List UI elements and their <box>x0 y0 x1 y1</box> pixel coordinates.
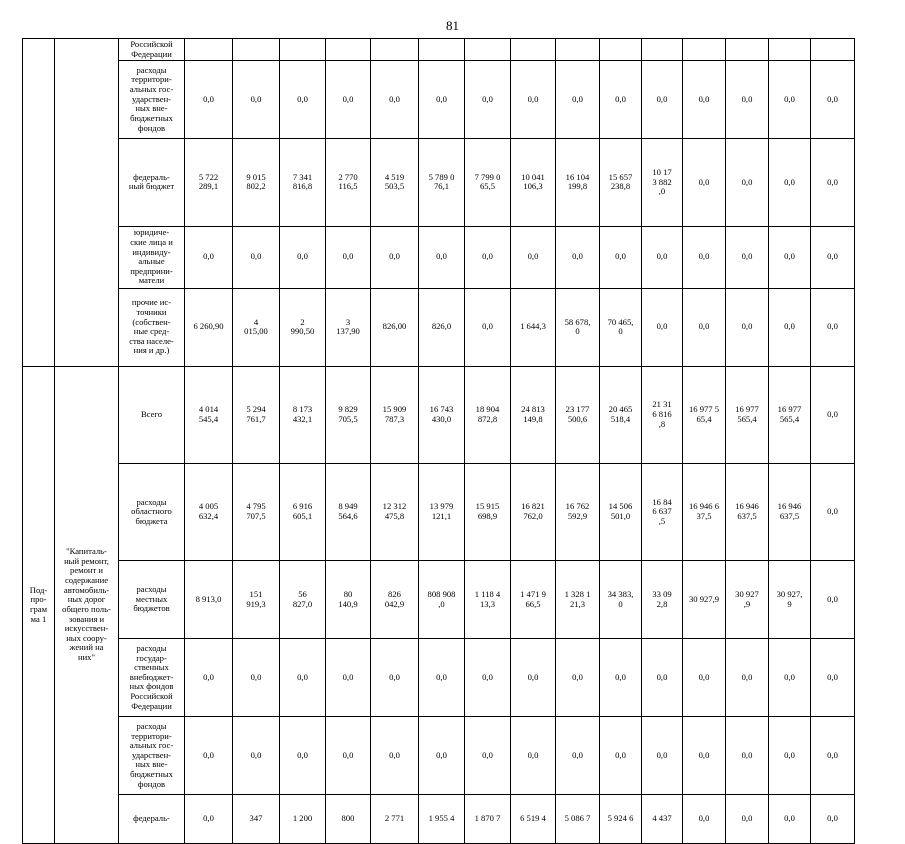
value-cell: 1 118 4 13,3 <box>465 561 511 639</box>
value-cell: 0,0 <box>683 288 726 366</box>
value-cell: 0,0 <box>326 226 371 288</box>
value-cell: 0,0 <box>642 288 683 366</box>
value-cell: 0,0 <box>511 226 556 288</box>
value-cell: 34 383, 0 <box>600 561 642 639</box>
prev-program-title-cell <box>55 39 119 367</box>
value-cell: 24 813 149,8 <box>511 366 556 463</box>
value-cell: 0,0 <box>185 717 233 795</box>
value-cell: 0,0 <box>185 795 233 844</box>
table-row <box>23 139 855 227</box>
value-cell <box>185 39 233 61</box>
value-cell: 0,0 <box>280 639 326 717</box>
value-cell <box>371 39 419 61</box>
value-cell: 0,0 <box>683 717 726 795</box>
value-cell: 800 <box>326 795 371 844</box>
value-cell: 0,0 <box>556 717 600 795</box>
value-cell: 5 294 761,7 <box>233 366 280 463</box>
value-cell <box>233 39 280 61</box>
value-cell: 8 173 432,1 <box>280 366 326 463</box>
value-cell: 8 913,0 <box>185 561 233 639</box>
value-cell: 5 086 7 <box>556 795 600 844</box>
value-cell <box>326 39 371 61</box>
prev-program-cell <box>23 39 55 367</box>
value-cell: 0,0 <box>726 717 769 795</box>
value-cell: 4 795 707,5 <box>233 463 280 560</box>
funding-source-cell: расходы областного бюджета <box>119 463 185 560</box>
value-cell <box>419 39 465 61</box>
value-cell: 58 678, 0 <box>556 288 600 366</box>
value-cell: 0,0 <box>465 288 511 366</box>
value-cell: 0,0 <box>642 226 683 288</box>
table-row <box>23 288 855 366</box>
table-row <box>23 795 855 844</box>
value-cell: 0,0 <box>600 61 642 139</box>
value-cell: 0,0 <box>811 463 855 560</box>
value-cell: 0,0 <box>185 226 233 288</box>
value-cell: 0,0 <box>280 61 326 139</box>
value-cell: 16 977 565,4 <box>769 366 811 463</box>
value-cell: 70 465, 0 <box>600 288 642 366</box>
value-cell: 826,00 <box>371 288 419 366</box>
value-cell: 30 927, 9 <box>769 561 811 639</box>
value-cell: 6 260,90 <box>185 288 233 366</box>
value-cell: 0,0 <box>419 717 465 795</box>
value-cell: 16 977 5 65,4 <box>683 366 726 463</box>
value-cell: 0,0 <box>326 717 371 795</box>
value-cell: 0,0 <box>811 639 855 717</box>
value-cell: 6 916 605,1 <box>280 463 326 560</box>
value-cell: 16 946 6 37,5 <box>683 463 726 560</box>
value-cell: 0,0 <box>511 61 556 139</box>
value-cell: 2 771 <box>371 795 419 844</box>
value-cell: 3 137,90 <box>326 288 371 366</box>
value-cell: 0,0 <box>371 226 419 288</box>
value-cell: 23 177 500,6 <box>556 366 600 463</box>
value-cell: 0,0 <box>683 795 726 844</box>
value-cell: 0,0 <box>769 139 811 227</box>
value-cell: 9 015 802,2 <box>233 139 280 227</box>
value-cell: 0,0 <box>465 226 511 288</box>
value-cell: 0,0 <box>371 639 419 717</box>
value-cell: 0,0 <box>726 139 769 227</box>
value-cell: 13 979 121,1 <box>419 463 465 560</box>
table-row <box>23 463 855 560</box>
value-cell: 0,0 <box>556 226 600 288</box>
value-cell: 2 770 116,5 <box>326 139 371 227</box>
value-cell: 0,0 <box>233 639 280 717</box>
value-cell: 0,0 <box>769 639 811 717</box>
value-cell <box>811 39 855 61</box>
value-cell: 0,0 <box>642 639 683 717</box>
value-cell: 0,0 <box>811 226 855 288</box>
value-cell: 0,0 <box>233 226 280 288</box>
value-cell: 0,0 <box>811 139 855 227</box>
value-cell: 10 17 3 882 ,0 <box>642 139 683 227</box>
value-cell: 0,0 <box>280 717 326 795</box>
value-cell: 0,0 <box>683 139 726 227</box>
value-cell: 0,0 <box>811 561 855 639</box>
value-cell: 0,0 <box>556 61 600 139</box>
value-cell: 0,0 <box>811 795 855 844</box>
value-cell: 15 657 238,8 <box>600 139 642 227</box>
value-cell: 4 437 <box>642 795 683 844</box>
value-cell: 16 946 637,5 <box>726 463 769 560</box>
value-cell: 0,0 <box>280 226 326 288</box>
value-cell: 18 904 872,8 <box>465 366 511 463</box>
value-cell: 0,0 <box>371 61 419 139</box>
value-cell: 0,0 <box>600 226 642 288</box>
value-cell <box>280 39 326 61</box>
value-cell: 12 312 475,8 <box>371 463 419 560</box>
value-cell: 0,0 <box>465 639 511 717</box>
table-row <box>23 226 855 288</box>
funding-source-cell: федераль- <box>119 795 185 844</box>
value-cell: 9 829 705,5 <box>326 366 371 463</box>
value-cell: 0,0 <box>683 226 726 288</box>
value-cell: 0,0 <box>769 226 811 288</box>
value-cell: 15 909 787,3 <box>371 366 419 463</box>
value-cell: 0,0 <box>811 61 855 139</box>
value-cell: 56 827,0 <box>280 561 326 639</box>
value-cell: 0,0 <box>811 288 855 366</box>
value-cell: 30 927,9 <box>683 561 726 639</box>
value-cell: 16 743 430,0 <box>419 366 465 463</box>
value-cell: 0,0 <box>511 717 556 795</box>
value-cell: 0,0 <box>419 226 465 288</box>
value-cell <box>642 39 683 61</box>
value-cell <box>769 39 811 61</box>
value-cell: 0,0 <box>511 639 556 717</box>
value-cell: 4 015,00 <box>233 288 280 366</box>
value-cell: 0,0 <box>726 226 769 288</box>
table-row <box>23 61 855 139</box>
value-cell: 15 915 698,9 <box>465 463 511 560</box>
value-cell: 30 927 ,9 <box>726 561 769 639</box>
value-cell: 0,0 <box>811 717 855 795</box>
value-cell: 20 465 518,4 <box>600 366 642 463</box>
value-cell: 5 924 6 <box>600 795 642 844</box>
value-cell: 347 <box>233 795 280 844</box>
value-cell: 0,0 <box>642 61 683 139</box>
value-cell: 826 042,9 <box>371 561 419 639</box>
value-cell: 0,0 <box>769 288 811 366</box>
value-cell: 4 005 632,4 <box>185 463 233 560</box>
page-number: 81 <box>446 18 459 33</box>
value-cell: 16 762 592,9 <box>556 463 600 560</box>
value-cell: 0,0 <box>233 717 280 795</box>
value-cell: 0,0 <box>683 61 726 139</box>
value-cell: 5 789 0 76,1 <box>419 139 465 227</box>
value-cell: 4 014 545,4 <box>185 366 233 463</box>
value-cell: 33 09 2,8 <box>642 561 683 639</box>
value-cell: 0,0 <box>465 717 511 795</box>
value-cell: 4 519 503,5 <box>371 139 419 227</box>
value-cell <box>556 39 600 61</box>
value-cell: 0,0 <box>556 639 600 717</box>
value-cell: 0,0 <box>811 366 855 463</box>
table-row <box>23 717 855 795</box>
value-cell: 16 104 199,8 <box>556 139 600 227</box>
value-cell: 0,0 <box>683 639 726 717</box>
value-cell <box>683 39 726 61</box>
value-cell: 14 506 501,0 <box>600 463 642 560</box>
value-cell: 0,0 <box>185 61 233 139</box>
value-cell <box>726 39 769 61</box>
value-cell: 7 341 816,8 <box>280 139 326 227</box>
value-cell: 1 955 4 <box>419 795 465 844</box>
value-cell <box>600 39 642 61</box>
value-cell: 0,0 <box>769 61 811 139</box>
value-cell: 0,0 <box>465 61 511 139</box>
value-cell: 0,0 <box>600 717 642 795</box>
value-cell: 151 919,3 <box>233 561 280 639</box>
value-cell: 8 949 564,6 <box>326 463 371 560</box>
funding-source-cell: расходы государ- ственных внебюджет- ных фондов Российской Федерации <box>119 639 185 717</box>
funding-source-cell: расходы местных бюджетов <box>119 561 185 639</box>
value-cell: 1 870 7 <box>465 795 511 844</box>
value-cell: 0,0 <box>726 639 769 717</box>
value-cell: 1 471 9 66,5 <box>511 561 556 639</box>
funding-source-cell: прочие ис- точники (собствен- ные сред- ства населе- ния и др.) <box>119 288 185 366</box>
value-cell: 0,0 <box>769 717 811 795</box>
value-cell: 0,0 <box>769 795 811 844</box>
table-row <box>23 366 855 463</box>
value-cell: 21 31 6 816 ,8 <box>642 366 683 463</box>
value-cell: 16 977 565,4 <box>726 366 769 463</box>
value-cell: 0,0 <box>371 717 419 795</box>
value-cell: 16 84 6 637 ,5 <box>642 463 683 560</box>
value-cell: 0,0 <box>326 639 371 717</box>
value-cell: 2 990,50 <box>280 288 326 366</box>
table-row <box>23 639 855 717</box>
value-cell: 7 799 0 65,5 <box>465 139 511 227</box>
value-cell: 6 519 4 <box>511 795 556 844</box>
value-cell <box>465 39 511 61</box>
value-cell: 0,0 <box>642 717 683 795</box>
subprogram-label-cell: Под- про- грам ма 1 <box>23 366 55 844</box>
value-cell: 1 200 <box>280 795 326 844</box>
funding-source-cell: расходы территори- альных гос- ударствен- ных вне- бюджетных фондов <box>119 717 185 795</box>
value-cell: 0,0 <box>600 639 642 717</box>
value-cell: 0,0 <box>326 61 371 139</box>
value-cell: 0,0 <box>726 61 769 139</box>
value-cell: 0,0 <box>233 61 280 139</box>
table-row <box>23 39 855 61</box>
value-cell: 1 644,3 <box>511 288 556 366</box>
value-cell: 0,0 <box>419 639 465 717</box>
value-cell: 826,0 <box>419 288 465 366</box>
funding-source-cell: юридиче- ские лица и индивиду- альные предприни- матели <box>119 226 185 288</box>
value-cell: 16 946 637,5 <box>769 463 811 560</box>
value-cell: 0,0 <box>726 288 769 366</box>
value-cell: 80 140,9 <box>326 561 371 639</box>
value-cell: 0,0 <box>419 61 465 139</box>
value-cell: 5 722 289,1 <box>185 139 233 227</box>
value-cell: 808 908 ,0 <box>419 561 465 639</box>
funding-source-cell: федераль- ный бюджет <box>119 139 185 227</box>
table-row <box>23 561 855 639</box>
funding-source-cell: расходы территори- альных гос- ударствен- ных вне- бюджетных фондов <box>119 61 185 139</box>
subprogram-title-cell: "Капиталь- ный ремонт, ремонт и содержание автомобиль- ных дорог общего поль- зования и искусствен- ных соору- жений на них" <box>55 366 119 844</box>
value-cell: 10 041 106,3 <box>511 139 556 227</box>
value-cell <box>511 39 556 61</box>
value-cell: 16 821 762,0 <box>511 463 556 560</box>
value-cell: 0,0 <box>726 795 769 844</box>
budget-table <box>22 38 855 844</box>
funding-source-cell: Всего <box>119 366 185 463</box>
value-cell: 0,0 <box>185 639 233 717</box>
funding-source-cell: Российской Федерации <box>119 39 185 61</box>
value-cell: 1 328 1 21,3 <box>556 561 600 639</box>
